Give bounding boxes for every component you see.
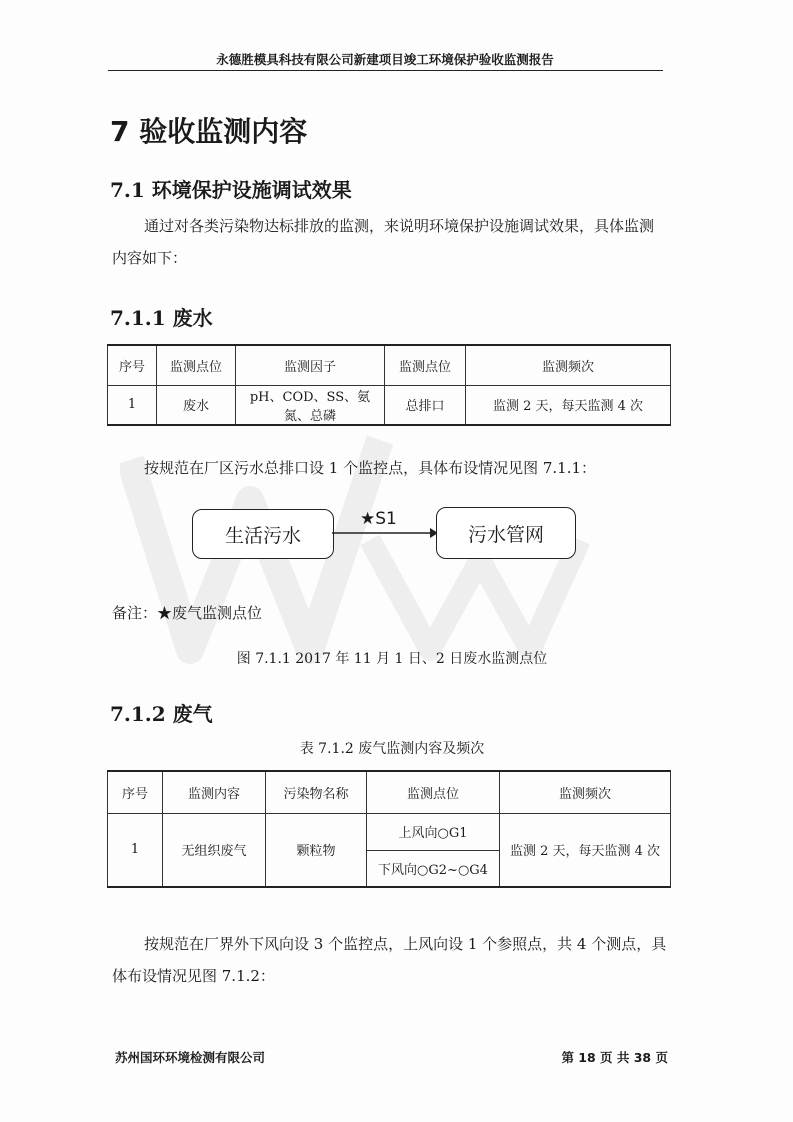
monitoring-point-label: ★S1: [360, 509, 397, 529]
table-row: [108, 813, 671, 850]
chapter-title: 7 验收监测内容: [110, 115, 308, 148]
exhaust-title: 7.1.2 废气: [110, 702, 213, 726]
table-header-cell: 监测频次: [466, 345, 671, 385]
table-row: [108, 385, 671, 425]
table-header-cell: 监测点位: [367, 771, 500, 813]
section-title: 7.1 环境保护设施调试效果: [110, 178, 352, 202]
table-cell: 监测 2 天，每天监测 4 次: [500, 813, 671, 887]
table-header-cell: 监测点位: [385, 345, 466, 385]
table-cell: 监测 2 天，每天监测 4 次: [466, 385, 671, 425]
source-box: 生活污水: [192, 509, 334, 559]
table-header-cell: 监测内容: [163, 771, 266, 813]
header-divider: [108, 70, 663, 71]
diagram-remark: 备注：★废气监测点位: [112, 604, 263, 622]
intro-paragraph: 通过对各类污染物达标排放的监测，来说明环境保护设施调试效果，具体监测内容如下：: [112, 217, 655, 267]
exhaust-note: 按规范在厂界外下风向设 3 个监控点，上风向设 1 个参照点，共 4 个测点，具体布设情况见图 7.1.2：: [112, 935, 667, 985]
figure-caption: 图 7.1.1 2017 年 11 月 1 日、2 日废水监测点位: [236, 651, 548, 667]
wastewater-note: 按规范在厂区污水总排口设 1 个监控点，具体布设情况见图 7.1.1：: [144, 459, 597, 477]
table-cell: 1: [108, 385, 157, 425]
table-cell: 上风向○G1: [367, 813, 500, 850]
table-cell: 无组织废气: [163, 813, 266, 887]
table-header-cell: 监测因子: [236, 345, 385, 385]
table-header-cell: 监测频次: [500, 771, 671, 813]
exhaust-table: [107, 770, 671, 888]
table-header-cell: 监测点位: [157, 345, 236, 385]
table-header-cell: 序号: [108, 771, 163, 813]
footer-company: 苏州国环环境检测有限公司: [115, 1050, 266, 1065]
wastewater-title: 7.1.1 废水: [110, 306, 213, 330]
table-cell: 总排口: [385, 385, 466, 425]
table-header-row: [108, 771, 671, 813]
table-header-cell: 序号: [108, 345, 157, 385]
target-box: 污水管网: [436, 507, 576, 559]
table-cell: 1: [108, 813, 163, 887]
table-cell: pH、COD、SS、氨氮、总磷: [236, 385, 385, 425]
table-cell: 颗粒物: [266, 813, 367, 887]
table-header-cell: 污染物名称: [266, 771, 367, 813]
table-caption: 表 7.1.2 废气监测内容及频次: [299, 741, 485, 757]
table-cell: 下风向○G2~○G4: [367, 850, 500, 887]
table-cell: 废水: [157, 385, 236, 425]
wastewater-table: [107, 344, 671, 426]
report-header: 永德胜模具科技有限公司新建项目竣工环境保护验收监测报告: [216, 52, 554, 67]
table-header-row: [108, 345, 671, 385]
footer-page-number: 第 18 页 共 38 页: [561, 1050, 668, 1065]
